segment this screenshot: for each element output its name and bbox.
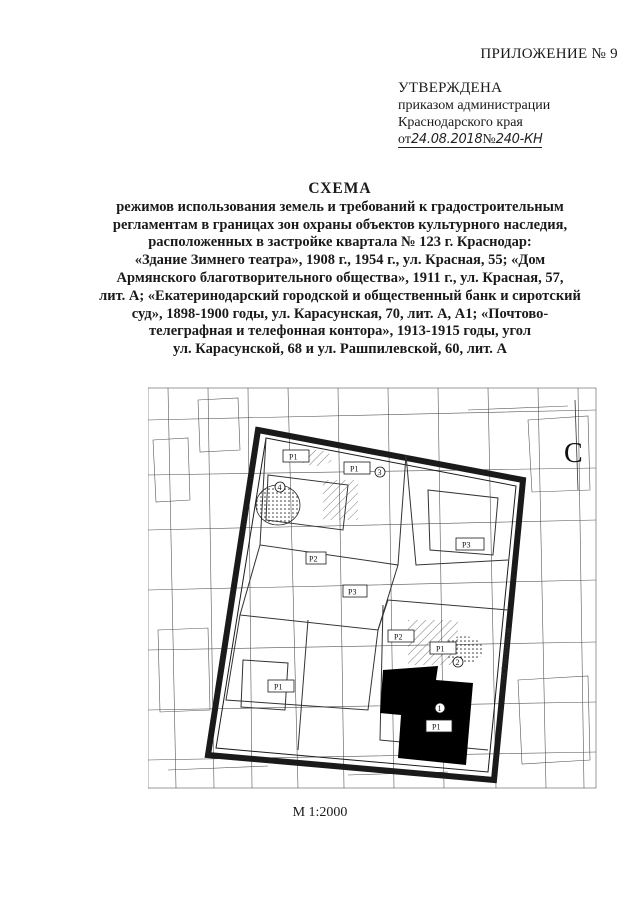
title-line: Армянского благотворительного общества», 1911 г., ул. Красная, 57, xyxy=(116,269,564,286)
zone-label xyxy=(344,462,370,474)
zoning-map xyxy=(148,380,598,790)
approval-line-1: приказом администрации xyxy=(398,98,551,113)
zone-label-text: Р2 xyxy=(309,554,318,564)
zone-label xyxy=(306,552,326,564)
approval-stamp xyxy=(398,80,550,148)
scheme-heading: СХЕМА xyxy=(308,180,372,197)
zone-label-text: Р2 xyxy=(394,632,403,642)
handwritten-date: 24.08.2018 xyxy=(410,132,483,147)
title-line: расположенных в застройке квартала № 123 г. Краснодар: xyxy=(148,234,532,251)
object-marker xyxy=(275,482,285,492)
north-arrow xyxy=(564,400,583,490)
built-clusters xyxy=(256,450,483,665)
zone-label-text: Р1 xyxy=(350,464,359,474)
appendix-number: ПРИЛОЖЕНИЕ № 9 xyxy=(480,46,618,62)
number-prefix: № xyxy=(482,132,496,147)
zone-label xyxy=(430,642,456,654)
zone-label xyxy=(388,630,414,642)
map-scale: М 1:2000 xyxy=(292,805,348,820)
zone-label-text: Р1 xyxy=(274,682,283,692)
title-line: регламентам в границах зон охраны объектов культурного наследия, xyxy=(112,216,568,233)
order-line xyxy=(398,131,550,148)
scheme-title xyxy=(80,180,600,359)
block-boundary xyxy=(208,430,523,780)
title-line: лит. А; «Екатеринодарский городской и общественный банк и сиротский xyxy=(99,287,581,304)
zone-label-text: Р1 xyxy=(289,452,298,462)
title-line: режимов использования земель и требований к градостроительным xyxy=(116,198,564,215)
protected-object-fill xyxy=(380,666,473,765)
object-marker xyxy=(453,657,463,667)
street-label: ул. Рашпилевская xyxy=(499,626,513,681)
north-letter: С xyxy=(564,438,583,469)
from-prefix: от xyxy=(398,132,411,147)
zone-label xyxy=(343,585,367,597)
zone-label-text: Р1 xyxy=(436,644,445,654)
zone-label xyxy=(426,720,452,732)
title-line: суд», 1898-1900 годы, ул. Карасунская, 70, лит. А, А1; «Почтово- xyxy=(131,305,549,322)
zone-label-text: Р3 xyxy=(348,587,357,597)
zone-label xyxy=(268,680,294,692)
object-number: 2 xyxy=(455,658,460,667)
cadastral-background xyxy=(148,388,596,788)
title-line: ул. Карасунской, 68 и ул. Рашпилевской, 60, лит. А xyxy=(173,341,507,358)
zone-label-text: Р1 xyxy=(432,722,441,732)
object-marker xyxy=(435,703,445,713)
handwritten-order-number: 240-КН xyxy=(495,132,543,147)
approval-line-2: Краснодарского края xyxy=(398,115,523,130)
title-line: «Здание Зимнего театра», 1908 г., 1954 г., ул. Красная, 55; «Дом xyxy=(134,252,546,269)
approved-label: УТВЕРЖДЕНА xyxy=(398,80,503,96)
object-number: 1 xyxy=(437,704,442,713)
zone-label xyxy=(283,450,309,462)
zone-label-text: Р3 xyxy=(462,540,471,550)
zone-label xyxy=(456,538,484,550)
object-marker xyxy=(375,467,385,477)
object-number: 3 xyxy=(377,468,382,477)
title-line: телеграфная и телефонная контора», 1913-1915 годы, угол xyxy=(149,323,531,340)
object-number: 4 xyxy=(277,483,282,492)
